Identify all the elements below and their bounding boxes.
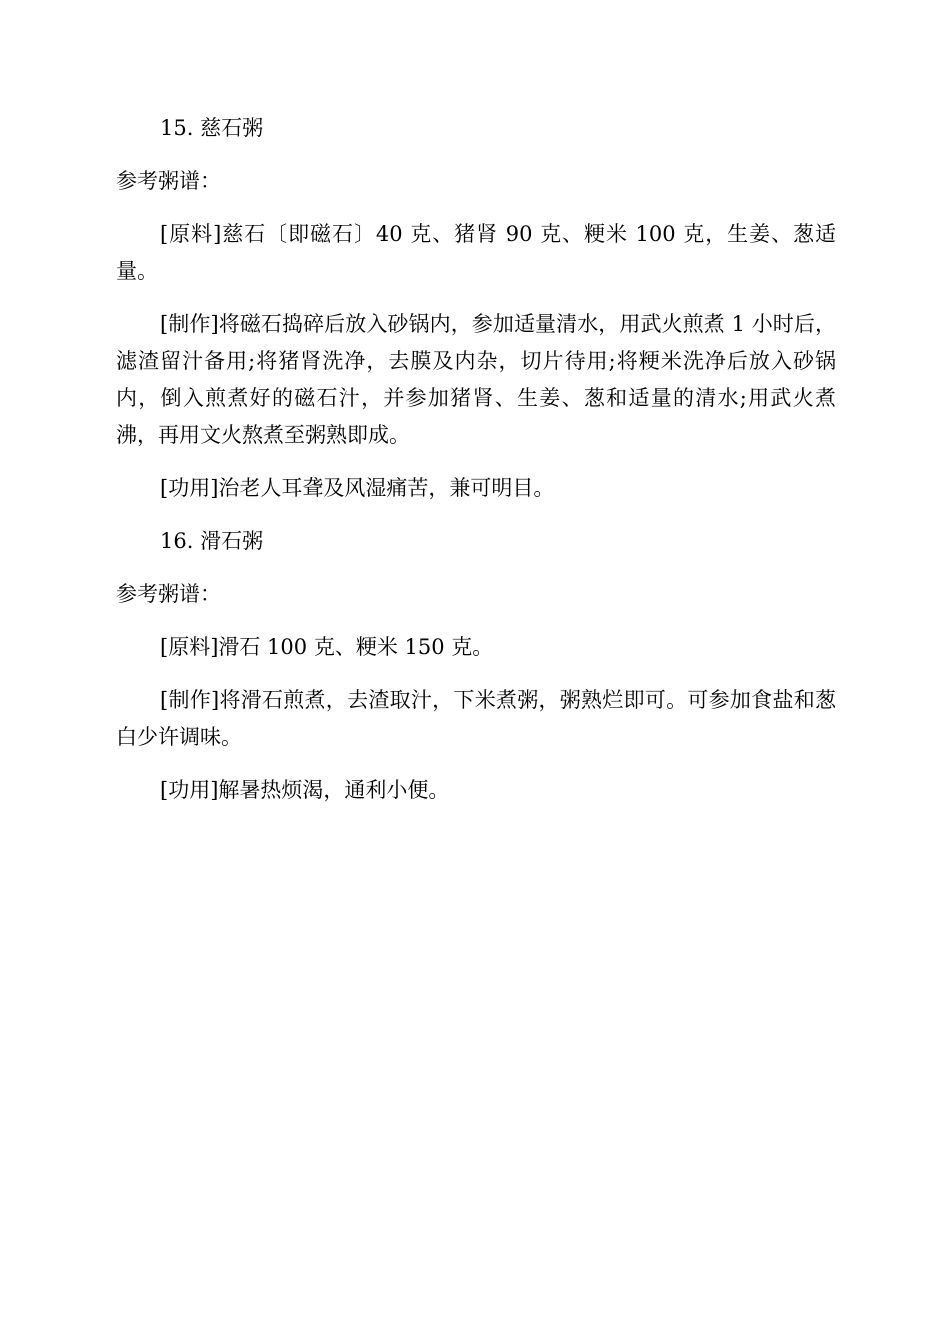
recipe-label: 参考粥谱：: [116, 582, 221, 606]
document-body: [116, 110, 836, 825]
effect-paragraph: [功用]解暑热烦渴，通利小便。: [160, 778, 450, 802]
effect-paragraph: [功用]治老人耳聋及风湿痛苦，兼可明目。: [160, 476, 555, 500]
method-paragraph: [制作]将滑石煎煮，去渣取汁，下米煮粥，粥熟烂即可。可参加食盐和葱白少许调味。: [116, 688, 836, 749]
recipe-label: 参考粥谱：: [116, 169, 221, 193]
ingredients-paragraph: [原料]慈石〔即磁石〕40 克、猪肾 90 克、粳米 100 克，生姜、葱适量。: [116, 222, 836, 283]
section-heading-16: 16. 滑石粥: [160, 529, 264, 553]
method-paragraph: [制作]将磁石捣碎后放入砂锅内，参加适量清水，用武火煎煮 1 小时后，滤渣留汁备用;将猪肾洗净，去膜及内杂，切片待用;将粳米洗净后放入砂锅内，倒入煎煮好的磁石汁，并参加猪肾、生姜、葱和适量的清水;用武火煮沸，再用文火熬煮至粥熟即成。: [116, 312, 836, 447]
section-heading-15: 15. 慈石粥: [160, 116, 264, 140]
ingredients-paragraph: [原料]滑石 100 克、粳米 150 克。: [160, 635, 494, 659]
